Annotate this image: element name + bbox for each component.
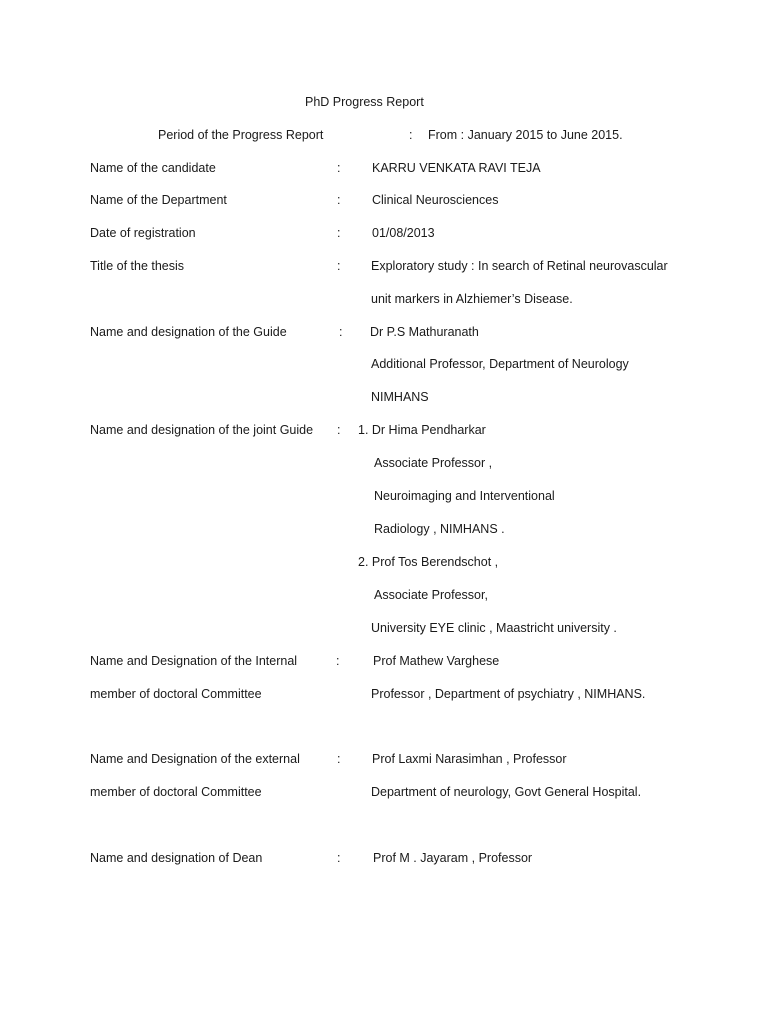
guide-colon: : (339, 325, 343, 339)
internal-member-colon: : (336, 654, 340, 668)
thesis-label: Title of the thesis (90, 259, 185, 273)
candidate-colon: : (337, 161, 341, 175)
internal-member-label-line-1: Name and Designation of the Internal (90, 654, 298, 668)
joint-guide-line-2: Associate Professor , (374, 456, 493, 470)
joint-guide-line-4: Radiology , NIMHANS . (374, 522, 505, 536)
department-label: Name of the Department (90, 193, 227, 207)
thesis-line-1: Exploratory study : In search of Retinal neurovascular (371, 259, 668, 273)
document-title: PhD Progress Report (305, 95, 424, 109)
joint-guide-line-6: Associate Professor, (374, 588, 488, 602)
joint-guide-line-1: 1. Dr Hima Pendharkar (358, 423, 486, 437)
candidate-value: KARRU VENKATA RAVI TEJA (372, 161, 541, 175)
guide-line-2: Additional Professor, Department of Neurology (371, 357, 629, 371)
department-colon: : (337, 193, 341, 207)
internal-member-line-2: Professor , Department of psychiatry , NIMHANS. (371, 687, 646, 701)
external-member-colon: : (337, 752, 341, 766)
dean-value: Prof M . Jayaram , Professor (373, 851, 533, 865)
internal-member-line-1: Prof Mathew Varghese (373, 654, 500, 668)
period-colon: : (409, 128, 413, 142)
joint-guide-colon: : (337, 423, 341, 437)
guide-label: Name and designation of the Guide (90, 325, 287, 339)
period-label: Period of the Progress Report (158, 128, 324, 142)
thesis-line-2: unit markers in Alzhiemer’s Disease. (371, 292, 573, 306)
registration-value: 01/08/2013 (372, 226, 435, 240)
dean-colon: : (337, 851, 341, 865)
department-value: Clinical Neurosciences (372, 193, 499, 207)
registration-label: Date of registration (90, 226, 196, 240)
external-member-label-line-2: member of doctoral Committee (90, 785, 262, 799)
thesis-colon: : (337, 259, 341, 273)
joint-guide-label: Name and designation of the joint Guide (90, 423, 314, 437)
guide-line-3: NIMHANS (371, 390, 429, 404)
external-member-label-line-1: Name and Designation of the external (90, 752, 300, 766)
registration-colon: : (337, 226, 341, 240)
joint-guide-line-5: 2. Prof Tos Berendschot , (358, 555, 499, 569)
candidate-label: Name of the candidate (90, 161, 216, 175)
dean-label: Name and designation of Dean (90, 851, 263, 865)
internal-member-label-line-2: member of doctoral Committee (90, 687, 262, 701)
period-value: From : January 2015 to June 2015. (428, 128, 623, 142)
external-member-line-1: Prof Laxmi Narasimhan , Professor (372, 752, 567, 766)
guide-line-1: Dr P.S Mathuranath (370, 325, 479, 339)
joint-guide-line-3: Neuroimaging and Interventional (374, 489, 555, 503)
joint-guide-line-7: University EYE clinic , Maastricht university . (371, 621, 617, 635)
external-member-line-2: Department of neurology, Govt General Hospital. (371, 785, 642, 799)
